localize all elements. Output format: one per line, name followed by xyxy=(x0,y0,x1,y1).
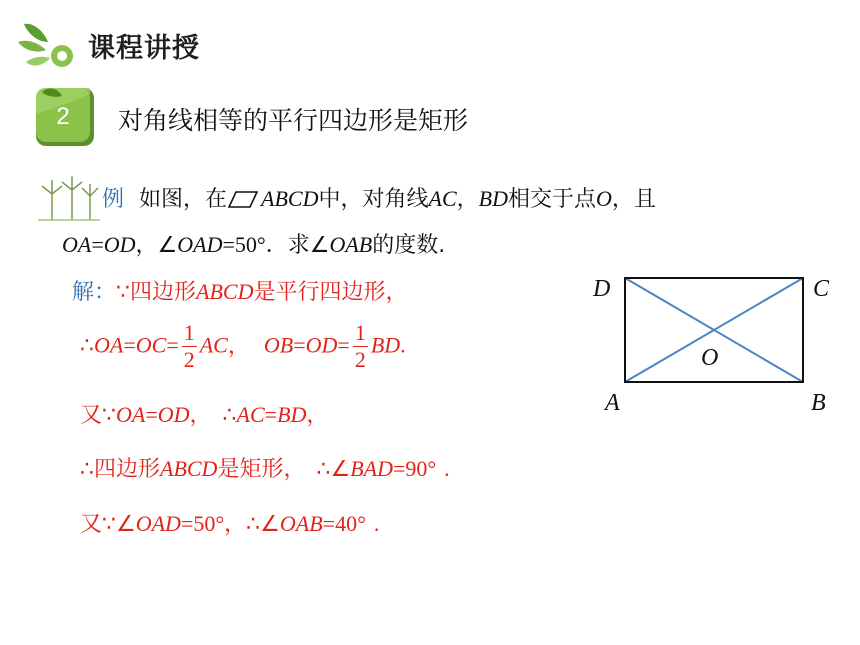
problem-text: OD xyxy=(103,232,136,257)
problem-text: O xyxy=(595,186,612,211)
problem-text: 相交于点 xyxy=(507,187,596,212)
solution-text: OD xyxy=(305,332,338,358)
center-label-o: O xyxy=(701,345,719,371)
vertex-label-d: D xyxy=(593,276,611,302)
fraction-numerator: 1 xyxy=(354,320,366,345)
solution-text: OC xyxy=(135,332,167,358)
solution-line-2 xyxy=(80,320,406,373)
solution-text: ∵四边形 xyxy=(116,280,197,305)
solution-text: OA xyxy=(94,332,124,358)
solution-text: = xyxy=(145,402,158,427)
solution-text: . xyxy=(400,332,406,358)
fraction-denominator: 2 xyxy=(183,347,195,372)
solution-text: ABCD xyxy=(196,279,254,304)
solution-text: = xyxy=(123,332,136,358)
solution-text: =50° xyxy=(180,511,225,536)
solution-text: ， ∴ xyxy=(189,403,237,428)
problem-text: 的度数. xyxy=(372,233,446,258)
solution-text: 又∵ xyxy=(80,403,116,428)
section-number-badge xyxy=(32,84,98,150)
problem-text: 中，对角线 xyxy=(318,187,429,212)
problem-text: ，∠ xyxy=(135,233,178,258)
solution-text: =40° xyxy=(322,511,366,536)
solution-line-4 xyxy=(80,452,450,483)
problem-text: = xyxy=(91,232,104,257)
problem-text: ABCD xyxy=(261,186,319,211)
problem-text: OAD xyxy=(177,232,223,257)
fraction-denominator: 2 xyxy=(354,347,366,372)
problem-text: ．求∠ xyxy=(265,233,330,258)
solution-text: 又∵∠ xyxy=(80,512,136,537)
fraction-numerator: 1 xyxy=(183,320,195,345)
solution-line-3 xyxy=(80,398,328,429)
vertex-label-b: B xyxy=(811,390,826,416)
page-title: 课程讲授 xyxy=(88,33,200,64)
solution-text: = xyxy=(337,332,350,358)
solution-text: ， xyxy=(227,333,250,359)
solution-text: . xyxy=(373,511,380,536)
solution-text: OB xyxy=(263,332,294,358)
solution-text: AC xyxy=(236,402,265,427)
parallelogram-symbol-icon xyxy=(228,191,258,208)
solution-text: AC xyxy=(199,332,228,358)
solution-text: BD xyxy=(277,402,307,427)
rectangle-diagram xyxy=(585,262,845,422)
leaf-logo-icon xyxy=(14,14,78,74)
solution-text: ABCD xyxy=(160,456,218,481)
section-number: 2 xyxy=(56,103,70,130)
vertex-label-a: A xyxy=(605,390,620,416)
solution-text: =90° xyxy=(392,456,437,481)
solution-label: 解： xyxy=(72,280,117,305)
solution-text: OD xyxy=(157,402,190,427)
solution-text: = xyxy=(166,332,179,358)
problem-text: OA xyxy=(62,232,92,257)
problem-text: =50° xyxy=(222,232,266,257)
example-label: 例 xyxy=(102,187,125,212)
solution-text: = xyxy=(264,402,278,427)
vertex-label-c: C xyxy=(813,276,830,302)
solution-text: OAB xyxy=(279,511,323,536)
solution-line-1 xyxy=(72,275,407,306)
solution-text: . xyxy=(444,456,450,481)
solution-text: OAD xyxy=(135,511,181,536)
solution-line-5 xyxy=(80,507,379,538)
solution-text: = xyxy=(293,332,306,358)
problem-text: OAB xyxy=(329,232,373,257)
problem-text: AC xyxy=(428,186,457,211)
solution-text: ，∴∠ xyxy=(224,512,280,537)
solution-text: BD xyxy=(370,332,401,358)
solution-text: ， xyxy=(306,403,329,428)
solution-text: 是矩形， ∴∠ xyxy=(217,457,351,482)
section-title: 对角线相等的平行四边形是矩形 xyxy=(118,106,469,135)
problem-statement-line-2 xyxy=(62,228,445,259)
solution-text: ∴四边形 xyxy=(80,457,160,482)
wind-turbine-icon xyxy=(38,176,100,222)
problem-text: BD xyxy=(478,186,508,211)
fraction-one-half xyxy=(182,320,197,373)
solution-text: 是平行四边形， xyxy=(253,280,408,305)
solution-text: OA xyxy=(116,402,146,427)
solution-text: BAD xyxy=(350,456,393,481)
problem-text: ， xyxy=(456,187,479,212)
problem-text: ，且 xyxy=(611,187,656,212)
problem-statement-line-1 xyxy=(102,182,656,213)
solution-text: ∴ xyxy=(80,333,94,359)
problem-text: 如图，在 xyxy=(139,187,228,212)
fraction-one-half xyxy=(353,320,368,373)
